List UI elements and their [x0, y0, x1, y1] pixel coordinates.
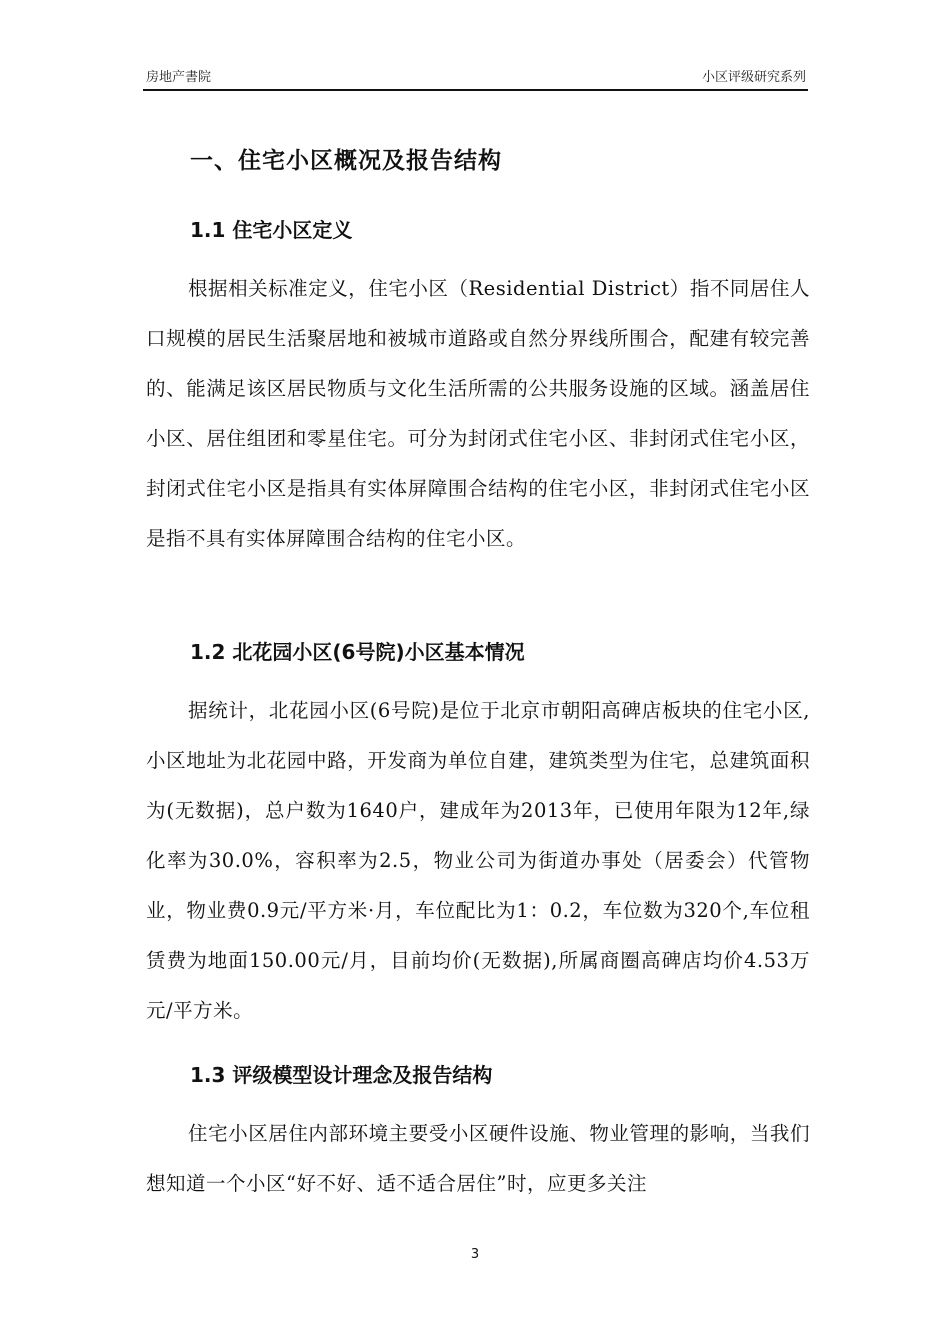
- paragraph-definition: 根据相关标准定义，住宅小区（Residential District）指不同居住人口规模的居民生活聚居地和被城市道路或自然分界线所围合，配建有较完善的、能满足该区居民物质与文化生活所需的公共服务设施的区域。涵盖居住小区、居住组团和零星住宅。可分为封闭式住宅小区、非封闭式住宅小区，封闭式住宅小区是指具有实体屏障围合结构的住宅小区，非封闭式住宅小区是指不具有实体屏障围合结构的住宅小区。: [146, 277, 810, 550]
- paragraph-model-design: 住宅小区居住内部环境主要受小区硬件设施、物业管理的影响，当我们想知道一个小区“好不好、适不适合居住”时，应更多关注: [146, 1122, 810, 1195]
- header-series-title: 小区评级研究系列: [701, 70, 806, 85]
- page-header: [146, 66, 806, 88]
- page-number: 3: [470, 1247, 480, 1262]
- subsection-heading-1-2: 1.2 北花园小区(6号院)小区基本情况: [190, 640, 525, 664]
- section-heading: 一、住宅小区概况及报告结构: [190, 148, 502, 174]
- paragraph-basic-info: 据统计，北花园小区(6号院)是位于北京市朝阳高碑店板块的住宅小区,小区地址为北花园中路，开发商为单位自建，建筑类型为住宅，总建筑面积为(无数据)，总户数为1640户，建成年为2013年，已使用年限为12年,绿化率为30.0%，容积率为2.5，物业公司为街道办事处（居委会）代管物业，物业费0.9元/平方米·月，车位配比为1：0.2，车位数为320个,车位租赁费为地面150.00元/月，目前均价(无数据),所属商圈高碑店均价4.53万元/平方米。: [146, 699, 810, 1022]
- subsection-heading-1-1: 1.1 住宅小区定义: [190, 218, 353, 242]
- header-publisher: 房地产書院: [146, 70, 212, 85]
- header-rule: [143, 89, 808, 91]
- subsection-heading-1-3: 1.3 评级模型设计理念及报告结构: [190, 1063, 493, 1087]
